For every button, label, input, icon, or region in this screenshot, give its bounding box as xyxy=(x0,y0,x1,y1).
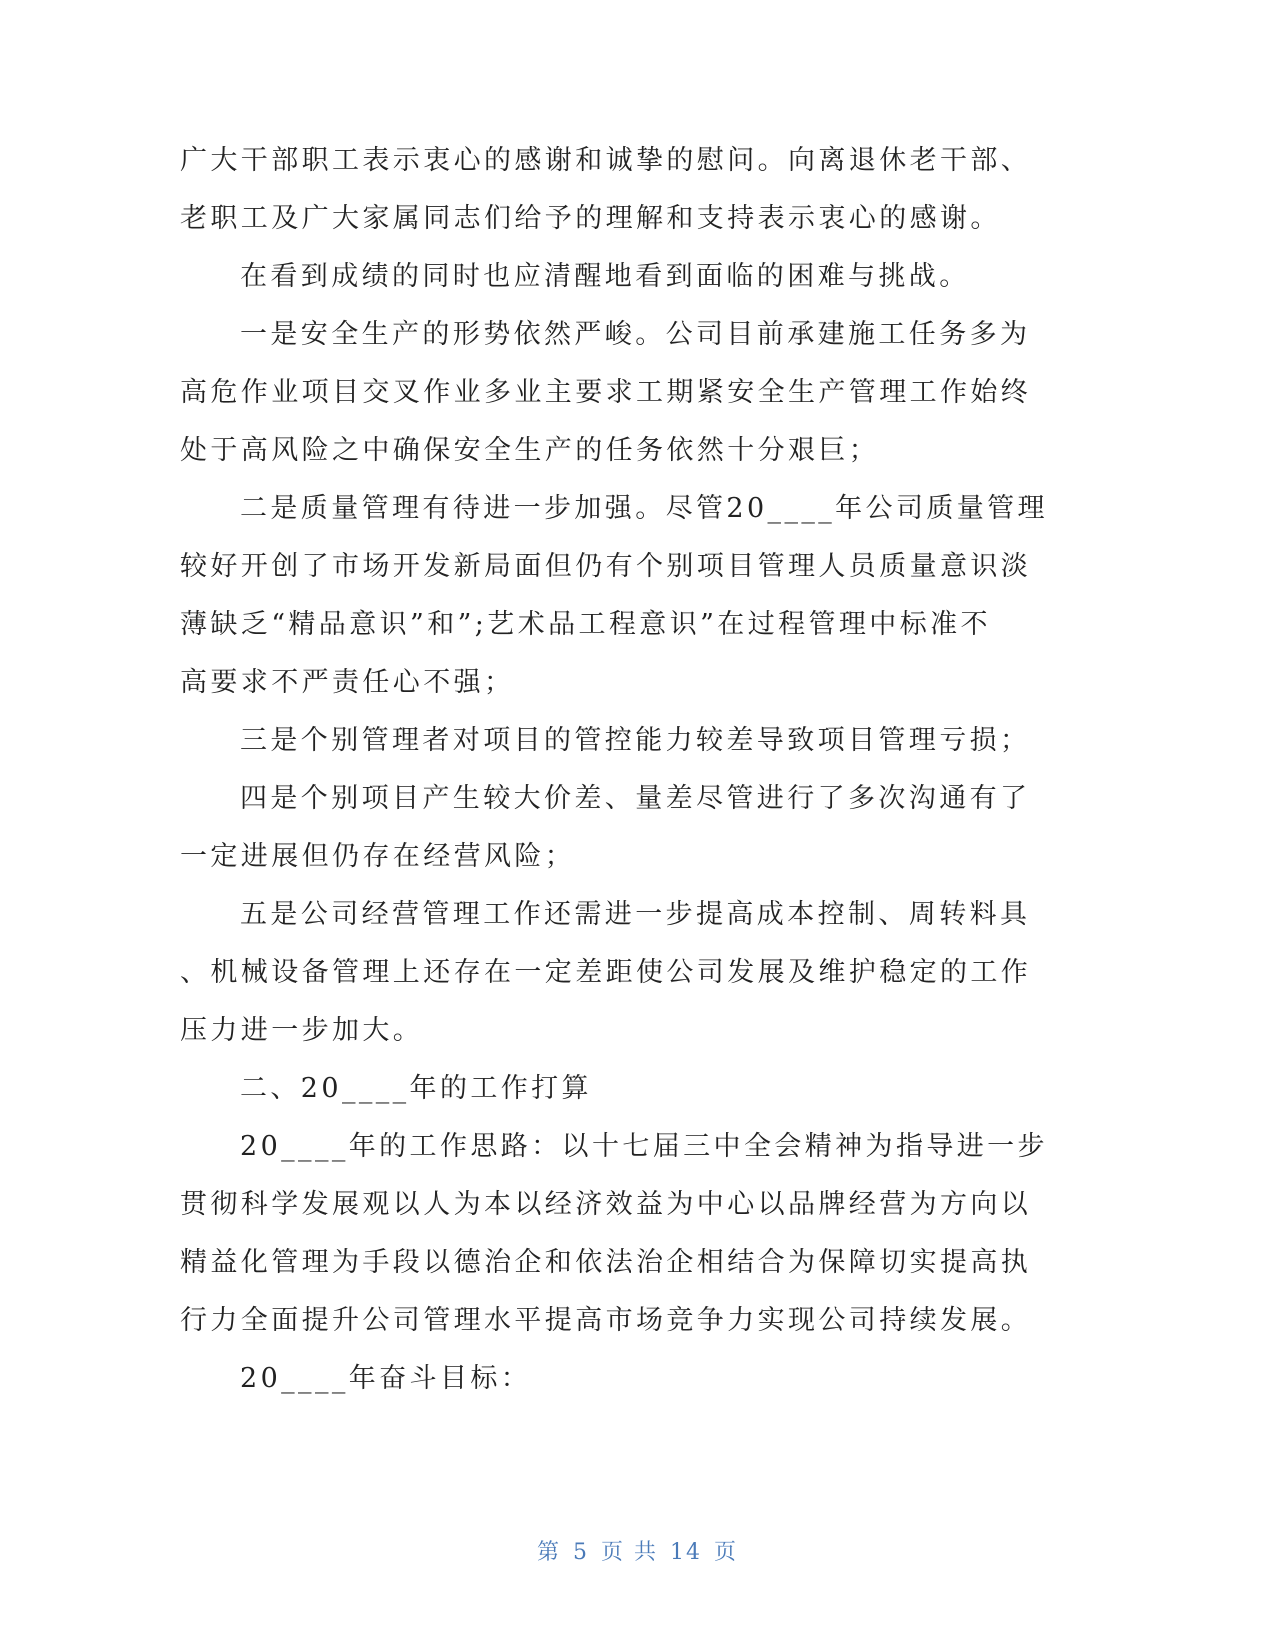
page-label-suffix: 页 xyxy=(714,1540,739,1565)
body-line: 老职工及广大家属同志们给予的理解和支持表示衷心的感谢。 xyxy=(180,203,1001,234)
body-line: 20____年的工作思路：以十七届三中全会精神为指导进一步 xyxy=(240,1131,1048,1162)
body-line: 三是个别管理者对项目的管控能力较差导致项目管理亏损； xyxy=(240,725,1031,756)
body-line: 广大干部职工表示衷心的感谢和诚挚的慰问。向离退休老干部、 xyxy=(180,145,1032,176)
body-line: 精益化管理为手段以德治企和依法治企相结合为保障切实提高执 xyxy=(180,1247,1032,1278)
body-line: 20____年奋斗目标： xyxy=(240,1363,532,1394)
body-line: 贯彻科学发展观以人为本以经济效益为中心以品牌经营为方向以 xyxy=(180,1189,1032,1220)
body-line: 高危作业项目交叉作业多业主要求工期紧安全生产管理工作始终 xyxy=(180,377,1032,408)
page-label-prefix: 第 xyxy=(536,1540,561,1565)
page-label-mid: 页 共 xyxy=(601,1540,658,1565)
section-heading: 二、20____年的工作打算 xyxy=(240,1073,592,1104)
body-line: 在看到成绩的同时也应清醒地看到面临的困难与挑战。 xyxy=(240,261,970,292)
body-line: 较好开创了市场开发新局面但仍有个别项目管理人员质量意识淡 xyxy=(180,551,1032,582)
body-line: 、机械设备管理上还存在一定差距使公司发展及维护稳定的工作 xyxy=(180,957,1032,988)
total-pages-number: 14 xyxy=(670,1540,702,1565)
body-line: 压力进一步加大。 xyxy=(180,1015,424,1046)
body-line: 一是安全生产的形势依然严峻。公司目前承建施工任务多为 xyxy=(240,319,1031,350)
body-line: 行力全面提升公司管理水平提高市场竞争力实现公司持续发展。 xyxy=(180,1305,1032,1336)
body-line: 薄缺乏“精品意识”和”;艺术品工程意识”在过程管理中标准不 xyxy=(180,609,991,640)
body-line: 高要求不严责任心不强； xyxy=(180,667,515,698)
body-line: 处于高风险之中确保安全生产的任务依然十分艰巨； xyxy=(180,435,880,466)
body-line: 一定进展但仍存在经营风险； xyxy=(180,841,576,872)
body-line: 四是个别项目产生较大价差、量差尽管进行了多次沟通有了 xyxy=(240,783,1031,814)
current-page-number: 5 xyxy=(573,1540,589,1565)
body-line: 二是质量管理有待进一步加强。尽管20____年公司质量管理 xyxy=(240,493,1048,524)
body-line: 五是公司经营管理工作还需进一步提高成本控制、周转料具 xyxy=(240,899,1031,930)
page-footer xyxy=(0,1535,1275,1566)
